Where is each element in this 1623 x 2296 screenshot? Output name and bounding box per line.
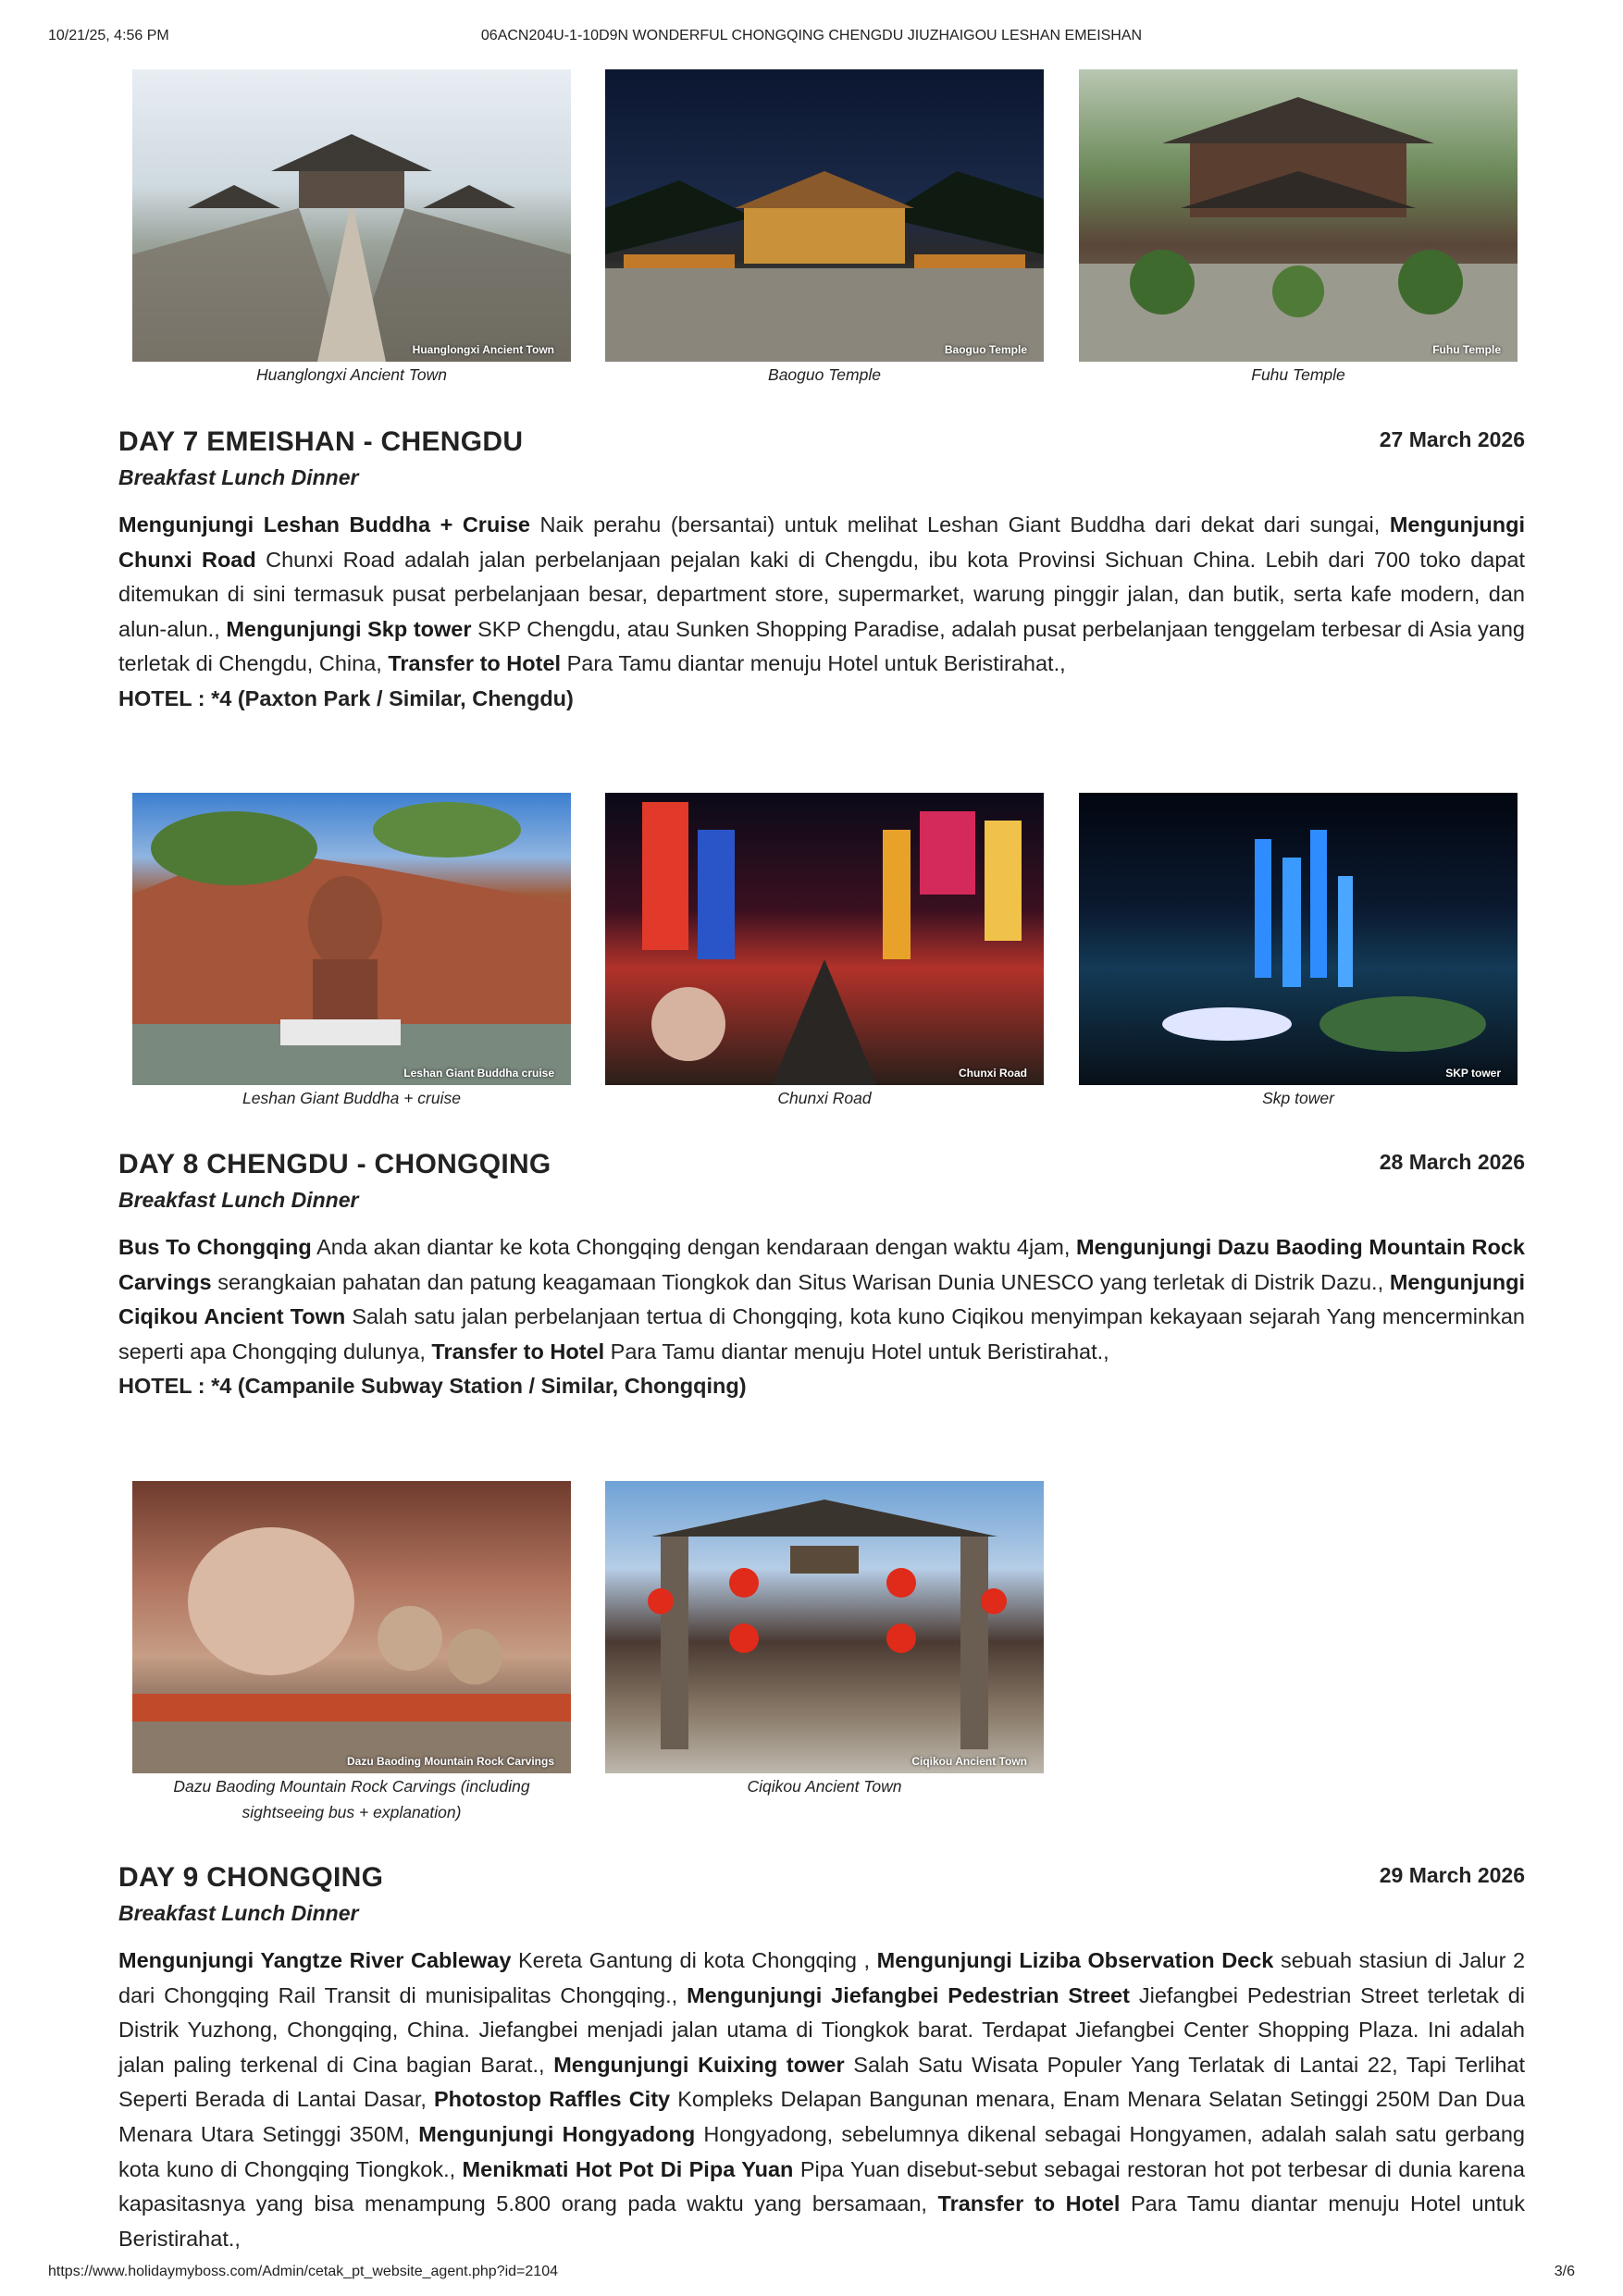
activity-text: Para Tamu diantar menuju Hotel untuk Beristirahat., (604, 1339, 1109, 1364)
activity-title: Mengunjungi Yangtze River Cableway (118, 1948, 512, 1972)
photo-card (132, 793, 571, 1111)
activity-text: Salah Satu Wisata Populer Yang Terlatak di Lantai 22, Tapi Terlihat Seperti Berada di Lantai Dasar, (118, 2052, 1525, 2112)
activity-text: sebuah stasiun di Jalur 2 dari Chongqing Rail Transit di munisipalitas Chongqing., (118, 1948, 1526, 2007)
photo-leshan-buddha (132, 793, 571, 1085)
photo-watermark: Ciqikou Ancient Town (911, 1755, 1027, 1768)
activity-text: Anda akan diantar ke kota Chongqing dengan kendaraan dengan waktu 4jam, (311, 1235, 1077, 1259)
activity-title: Transfer to Hotel (937, 2191, 1121, 2216)
photo-chunxi-road (605, 793, 1044, 1085)
activity-title: Mengunjungi Hongyadong (418, 2121, 696, 2146)
photo-card (1079, 793, 1518, 1111)
photo-gallery-day8 (132, 1481, 1520, 1851)
activity-text: Jiefangbei Pedestrian Street terletak di Distrik Yuzhong, Chongqing, China. Jiefangbei menjadi jalan utama di Tiongkok barat. Terdapat Jiefangbei Center Shopping Plaza. Ini adalah jalan paling terkenal di Cina bagian Barat., (118, 1982, 1526, 2077)
meals: Breakfast Lunch Dinner (118, 1188, 359, 1212)
page-number: 3/6 (1554, 2264, 1575, 2279)
page-url: https://www.holidaymyboss.com/Admin/cetak_pt_website_agent.php?id=2104 (48, 2264, 558, 2279)
photo-caption: Leshan Giant Buddha + cruise (242, 1089, 461, 1107)
day-title: DAY 8 CHENGDU - CHONGQING (118, 1149, 551, 1179)
activity-text: Hongyadong, sebelumnya dikenal sebagai Hongyamen, adalah salah satu gerbang kota kuno di Chongqing Tiongkok., (118, 2121, 1525, 2181)
day-date: 29 March 2026 (1379, 1863, 1525, 1887)
activity-title: Mengunjungi Ciqikou Ancient Town (118, 1269, 1525, 1329)
photo-card (605, 1481, 1044, 1799)
activity-text: SKP Chengdu, atau Sunken Shopping Paradise, adalah pusat perbelanjaan tenggelam terbesar di Asia yang terletak di Chengdu, China, (118, 616, 1525, 676)
photo-card (132, 69, 571, 388)
photo-card (605, 793, 1044, 1111)
day-7-section (118, 426, 1525, 717)
day-date: 28 March 2026 (1379, 1150, 1525, 1174)
activity-title: Mengunjungi Dazu Baoding Mountain Rock Carvings (118, 1235, 1525, 1294)
photo-watermark: Leshan Giant Buddha cruise (403, 1067, 554, 1080)
photo-card (132, 1481, 571, 1825)
activity-text: Salah satu jalan perbelanjaan tertua di Chongqing, kota kuno Ciqikou menyimpan kekayaan sejarah Yang mencerminkan seperti apa Chongqing dulunya, (118, 1304, 1525, 1364)
activity-text: Pipa Yuan disebut-sebut sebagai restoran hot pot terbesar di dunia karena kapasitasnya yang bisa menampung 5.800 orang pada waktu yang bersamaan, (118, 2156, 1526, 2216)
photo-caption: Chunxi Road (777, 1089, 872, 1107)
activity-text: Naik perahu (bersantai) untuk melihat Leshan Giant Buddha dari dekat dari sungai, (529, 512, 1390, 537)
day-8-section (118, 1148, 1525, 1404)
activity-text: Kompleks Delapan Bangunan menara, Enam Menara Selatan Setinggi 250M Dan Dua Menara Utara Setinggi 350M, (118, 2087, 1526, 2146)
activity-title: Mengunjungi Jiefangbei Pedestrian Street (687, 1982, 1130, 2007)
photo-dazu-rock-carvings (132, 1481, 571, 1773)
activity-title: Transfer to Hotel (388, 651, 562, 676)
activity-title: Mengunjungi Leshan Buddha + Cruise (118, 512, 530, 537)
photo-huanglongxi (132, 69, 571, 362)
day-description (118, 1230, 1525, 1369)
activity-title: Menikmati Hot Pot Di Pipa Yuan (462, 2156, 794, 2181)
photo-watermark: Dazu Baoding Mountain Rock Carvings (346, 1755, 554, 1768)
activity-title: Mengunjungi Kuixing tower (553, 2052, 845, 2077)
photo-baoguo (605, 69, 1044, 362)
photo-watermark: Baoguo Temple (944, 343, 1027, 356)
activity-title: Bus To Chongqing (118, 1235, 312, 1259)
photo-fuhu (1079, 69, 1518, 362)
photo-gallery-day7 (132, 793, 1520, 1163)
print-datetime: 10/21/25, 4:56 PM (48, 28, 169, 43)
photo-caption: Baoguo Temple (768, 365, 881, 384)
day-title: DAY 7 EMEISHAN - CHENGDU (118, 426, 524, 457)
photo-caption: Skp tower (1262, 1089, 1334, 1107)
document-title: 06ACN204U-1-10D9N WONDERFUL CHONGQING CHENGDU JIUZHAIGOU LESHAN EMEISHAN (480, 28, 1143, 43)
activity-text: Para Tamu diantar menuju Hotel untuk Beristirahat., (118, 2191, 1525, 2251)
activity-title: Mengunjungi Liziba Observation Deck (876, 1948, 1274, 1972)
activity-title: Mengunjungi Chunxi Road (118, 512, 1525, 572)
activity-text: Para Tamu diantar menuju Hotel untuk Beristirahat., (561, 651, 1066, 676)
activity-title: Mengunjungi Skp tower (226, 616, 472, 641)
day-description (118, 1944, 1525, 2256)
activity-title: Photostop Raffles City (433, 2087, 671, 2112)
photo-watermark: Huanglongxi Ancient Town (412, 343, 554, 356)
photo-caption: Dazu Baoding Mountain Rock Carvings (including sightseeing bus + explanation) (173, 1777, 530, 1821)
hotel-info: HOTEL : *4 (Campanile Subway Station / Similar, Chongqing) (118, 1374, 747, 1399)
day-title: DAY 9 CHONGQING (118, 1862, 384, 1893)
activity-text: Kereta Gantung di kota Chongqing , (511, 1948, 877, 1972)
photo-caption: Huanglongxi Ancient Town (256, 365, 447, 384)
photo-watermark: SKP tower (1445, 1067, 1501, 1080)
photo-card (605, 69, 1044, 388)
print-header (48, 28, 1575, 50)
day-date: 27 March 2026 (1379, 427, 1525, 451)
photo-card (1079, 69, 1518, 388)
day-description (118, 508, 1525, 682)
photo-caption: Ciqikou Ancient Town (747, 1777, 902, 1796)
photo-gallery-top (132, 69, 1520, 439)
photo-skp-tower (1079, 793, 1518, 1085)
activity-title: Transfer to Hotel (431, 1339, 605, 1364)
activity-text: serangkaian pahatan dan patung keagamaan Tiongkok dan Situs Warisan Dunia UNESCO yang terletak di Distrik Dazu., (211, 1269, 1390, 1294)
meals: Breakfast Lunch Dinner (118, 465, 359, 489)
meals: Breakfast Lunch Dinner (118, 1901, 359, 1925)
day-9-section (118, 1861, 1525, 2256)
photo-ciqikou (605, 1481, 1044, 1773)
photo-caption: Fuhu Temple (1251, 365, 1345, 384)
activity-text: Chunxi Road adalah jalan perbelanjaan pejalan kaki di Chengdu, ibu kota Provinsi Sichuan China. Lebih dari 700 toko dapat ditemukan di sini termasuk pusat perbelanjaan besar, department store, supermarket, warung pinggir jalan, dan butik, serta kafe modern, dan alun-alun., (118, 547, 1525, 641)
photo-watermark: Fuhu Temple (1432, 343, 1501, 356)
hotel-info: HOTEL : *4 (Paxton Park / Similar, Chengdu) (118, 685, 574, 710)
print-footer (48, 2264, 1575, 2286)
photo-watermark: Chunxi Road (959, 1067, 1027, 1080)
